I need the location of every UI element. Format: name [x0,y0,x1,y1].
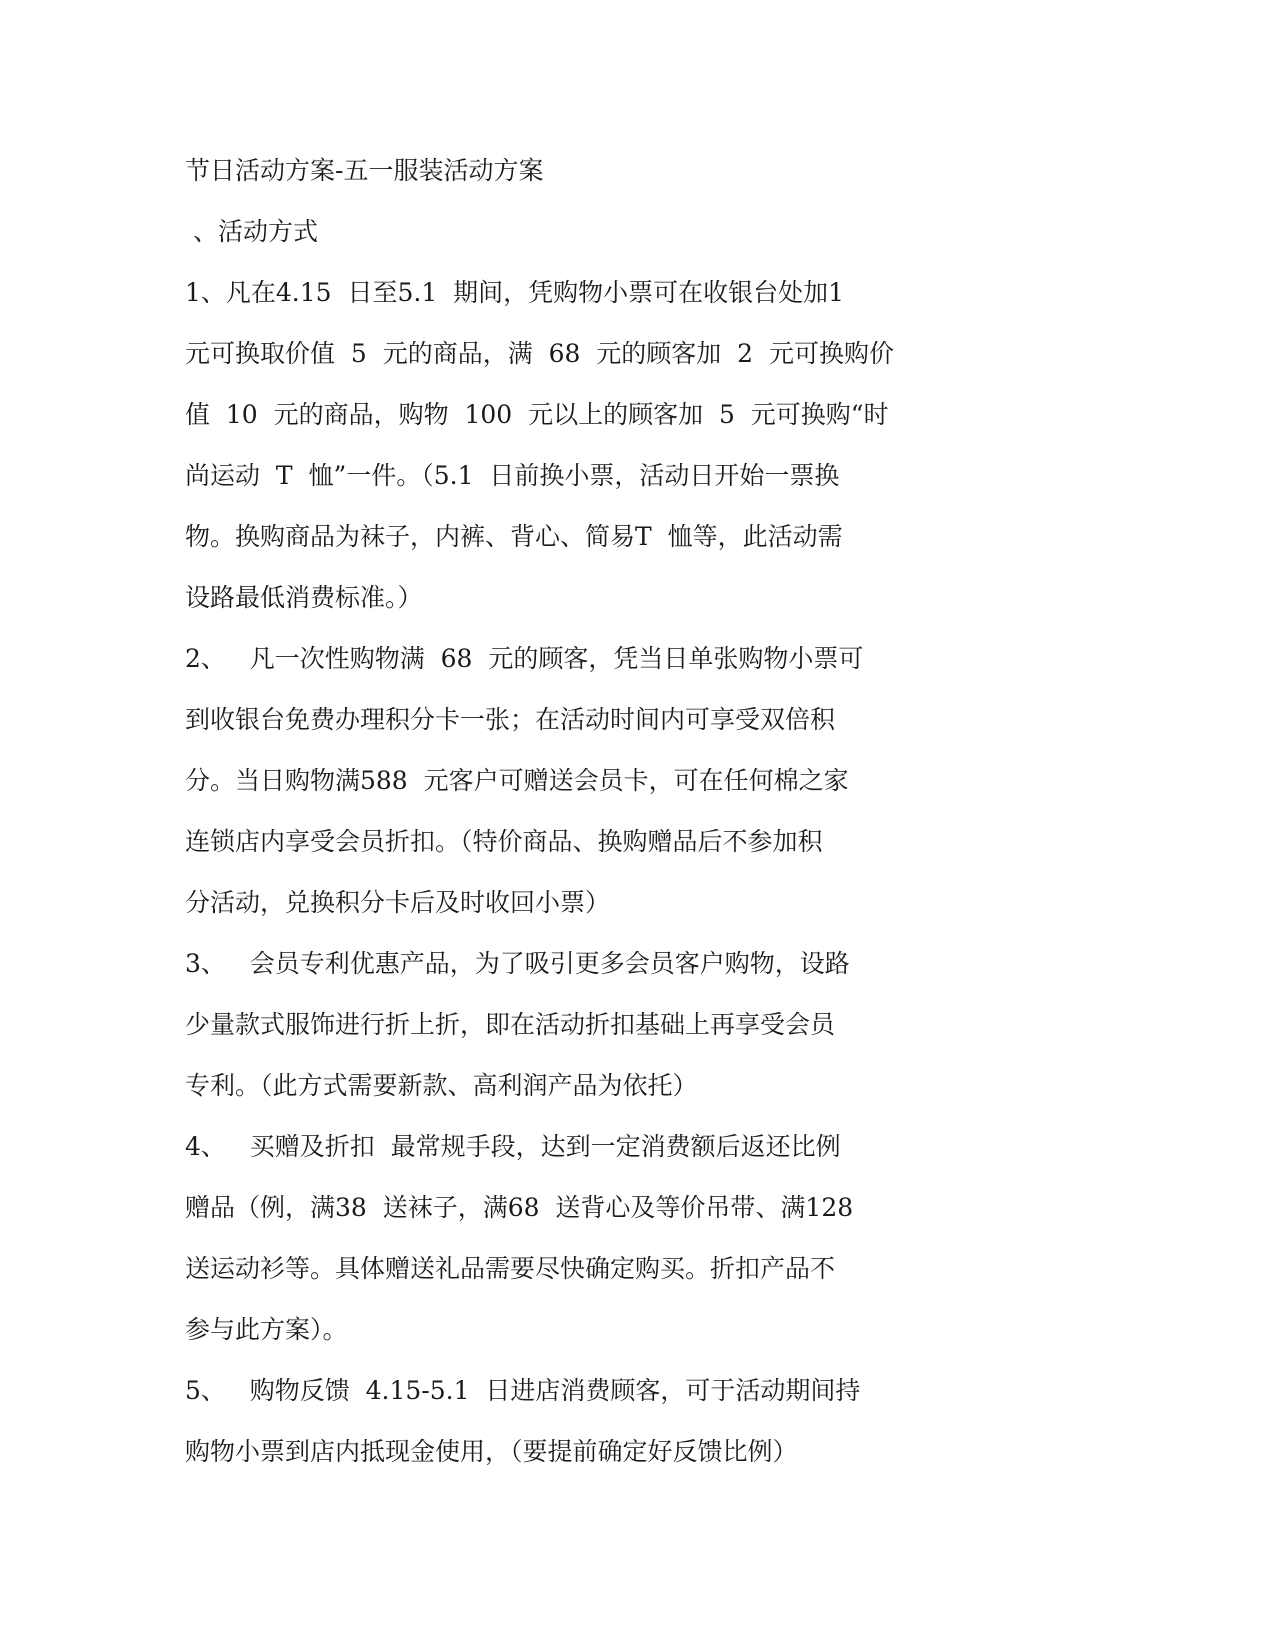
body-line: 1、凡在4.15 日至5.1 期间，凭购物小票可在收银台处加1 [185,278,845,307]
body-line: 设路最低消费标准。） [185,583,423,612]
body-line: 分活动，兑换积分卡后及时收回小票） [185,888,611,917]
body-line: 4、 买赠及折扣 最常规手段，达到一定消费额后返还比例 [185,1132,841,1161]
body-line: 参与此方案）。 [185,1315,348,1344]
body-line: 分。当日购物满588 元客户可赠送会员卡，可在任何棉之家 [185,766,849,795]
document-title: 节日活动方案-五一服装活动方案 [185,156,544,185]
body-line: 值 10 元的商品，购物 100 元以上的顾客加 5 元可换购“时 [185,400,889,429]
document-body [185,140,894,1482]
body-line: 到收银台免费办理积分卡一张；在活动时间内可享受双倍积 [185,705,836,734]
body-line: 专利。（此方式需要新款、高利润产品为依托） [185,1071,698,1100]
body-line: 连锁店内享受会员折扣。（特价商品、换购赠品后不参加积 [185,827,823,856]
body-line: 少量款式服饰进行折上折，即在活动折扣基础上再享受会员 [185,1010,836,1039]
body-line: 元可换取价值 5 元的商品，满 68 元的顾客加 2 元可换购价 [185,339,894,368]
body-line: 2、 凡一次性购物满 68 元的顾客，凭当日单张购物小票可 [185,644,864,673]
body-line: 5、 购物反馈 4.15-5.1 日进店消费顾客，可于活动期间持 [185,1376,861,1405]
body-line: 赠品（例，满38 送袜子，满68 送背心及等价吊带、满128 [185,1193,854,1222]
body-line: 尚运动 T 恤”一件。（5.1 日前换小票，活动日开始一票换 [185,461,840,490]
body-line: 物。换购商品为袜子，内裤、背心、简易T 恤等，此活动需 [185,522,843,551]
body-line: 送运动衫等。具体赠送礼品需要尽快确定购买。折扣产品不 [185,1254,836,1283]
section-heading: 、活动方式 [185,217,318,246]
body-line: 3、 会员专利优惠产品，为了吸引更多会员客户购物，设路 [185,949,850,978]
body-line: 购物小票到店内抵现金使用，（要提前确定好反馈比例） [185,1437,798,1466]
